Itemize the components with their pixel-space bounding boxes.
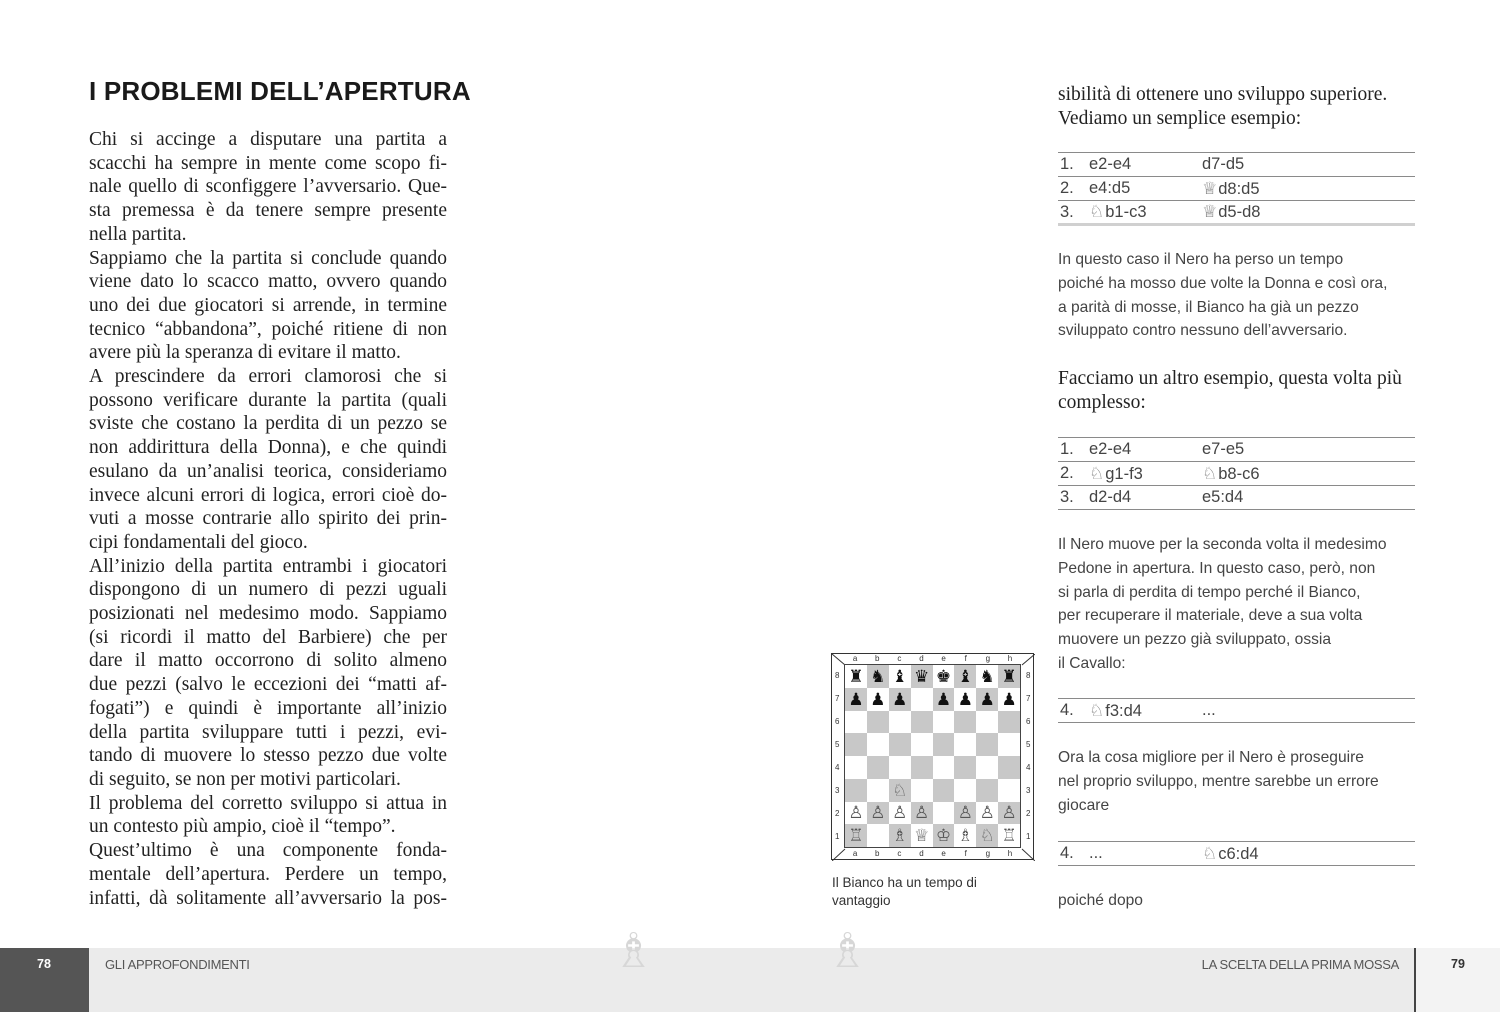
rank-label: 2 <box>835 809 840 818</box>
file-label: f <box>964 849 967 858</box>
diagram-caption <box>832 874 1012 910</box>
square-b2 <box>867 802 889 825</box>
paragraph-line: giocare <box>1058 796 1110 814</box>
move-notation: e4:d5 <box>1089 179 1131 197</box>
white-pawn-icon: ♙ <box>870 803 886 823</box>
move-notation: f3:d4 <box>1105 701 1142 720</box>
file-label: h <box>1007 654 1013 663</box>
white-bishop-icon: ♗ <box>957 826 973 846</box>
file-label: b <box>874 654 880 663</box>
paragraph-line: muovere un pezzo già sviluppato, ossia <box>1058 631 1332 649</box>
move-notation: d8:d5 <box>1218 179 1260 198</box>
white-pawn-icon: ♙ <box>979 803 995 823</box>
left-running-header: GLI APPROFONDIMENTI <box>105 957 250 972</box>
move-row <box>1058 462 1415 486</box>
rank-label: 6 <box>1026 717 1031 726</box>
black-pawn-icon: ♟ <box>957 689 973 709</box>
move-notation: b1-c3 <box>1105 203 1147 221</box>
square-h8 <box>998 665 1020 688</box>
square-e1 <box>933 824 955 847</box>
paragraph-line: a parità di mosse, il Bianco ha già un pezzo <box>1058 298 1359 316</box>
square-e6 <box>933 711 955 734</box>
move-notation: d5-d8 <box>1218 203 1261 221</box>
move-notation: e2-e4 <box>1089 440 1132 458</box>
white-pawn-icon: ♙ <box>913 803 930 823</box>
file-label: g <box>985 654 991 663</box>
body-text-line: (si ricordi il matto del Barbiere) che per <box>89 626 447 648</box>
square-b3 <box>867 779 889 802</box>
square-h6 <box>998 711 1020 734</box>
chess-diagram <box>831 653 1034 860</box>
square-f2 <box>954 802 976 825</box>
move-table-1-wrap <box>1058 152 1415 226</box>
fallen-chess-pieces-icon: ♗ <box>826 925 870 978</box>
black-move <box>1202 153 1415 177</box>
body-text-line: posizionati nel medesimo modo. Sappiamo <box>89 603 447 625</box>
comment-1 <box>1058 248 1415 343</box>
comment-3 <box>1058 746 1415 817</box>
square-d5 <box>911 733 933 756</box>
move-table-example-4 <box>1058 841 1415 866</box>
file-label: e <box>941 849 946 858</box>
move-notation: ... <box>1202 701 1216 719</box>
square-a4 <box>845 756 867 779</box>
square-c2 <box>889 802 911 825</box>
black-bishop-icon: ♝ <box>892 666 908 686</box>
move-number: 1. <box>1058 153 1089 177</box>
body-text-line: mentale dell’apertura. Perdere un tempo, <box>89 863 447 885</box>
paragraph-line: complesso: <box>1058 391 1146 413</box>
square-g2 <box>976 802 998 825</box>
rank-label: 1 <box>835 832 840 841</box>
square-g8 <box>976 665 998 688</box>
black-move <box>1202 177 1415 201</box>
square-f7 <box>954 688 976 711</box>
body-text-line: vuti a mosse contrarie allo spirito dei prin- <box>89 508 447 530</box>
body-text-line: di seguito, se non per motivi particolari. <box>89 768 401 790</box>
paragraph-line: sviluppato contro nessuno dell’avversario. <box>1058 322 1348 340</box>
black-move <box>1202 699 1415 723</box>
rank-label: 4 <box>1026 763 1031 772</box>
body-text-line: uno dei due giocatori si arrende, in termine <box>89 294 447 316</box>
file-label: c <box>897 849 902 858</box>
black-move <box>1202 486 1415 510</box>
move-notation: d2-d4 <box>1089 488 1132 506</box>
square-a8 <box>845 665 867 688</box>
black-move <box>1202 201 1415 225</box>
intro-text: sibilità di ottenere uno sviluppo superiore. Vediamo un semplice esempio: <box>1058 84 1388 129</box>
white-pawn-icon: ♙ <box>957 803 973 823</box>
black-pawn-icon: ♟ <box>935 689 952 709</box>
square-c6 <box>889 711 911 734</box>
black-queen-icon: ♛ <box>913 666 930 686</box>
rank-labels-right <box>1026 664 1030 848</box>
square-f8 <box>954 665 976 688</box>
move-notation: d7-d5 <box>1202 155 1245 173</box>
black-pawn-icon: ♟ <box>979 689 995 709</box>
black-move <box>1202 462 1415 486</box>
file-label: h <box>1007 849 1013 858</box>
square-h3 <box>998 779 1020 802</box>
rank-label: 5 <box>835 740 840 749</box>
square-g4 <box>976 756 998 779</box>
black-pawn-icon: ♟ <box>892 689 908 709</box>
square-a7 <box>845 688 867 711</box>
move-row <box>1058 153 1415 177</box>
black-pawn-icon: ♟ <box>848 689 864 709</box>
paragraph-line: nel proprio sviluppo, mentre sarebbe un errore <box>1058 772 1379 790</box>
body-text-line: invece alcuni errori di logica, errori cioè do- <box>89 484 447 506</box>
right-intro <box>1058 83 1415 130</box>
knight-icon: ♘ <box>1089 700 1105 720</box>
body-text-line: dispongono di un numero di pezzi uguali <box>89 579 447 601</box>
file-label: b <box>874 849 880 858</box>
white-pawn-icon: ♙ <box>892 803 908 823</box>
square-d8 <box>911 665 933 688</box>
square-g3 <box>976 779 998 802</box>
rank-label: 4 <box>835 763 840 772</box>
rank-label: 3 <box>835 786 840 795</box>
square-c8 <box>889 665 911 688</box>
paragraph-line: Ora la cosa migliore per il Nero è proseguire <box>1058 749 1364 766</box>
right-running-header: LA SCELTA DELLA PRIMA MOSSA <box>1201 957 1399 972</box>
body-text-line: esulano da un’analisi teorica, consideriamo <box>89 460 447 482</box>
move-notation: g1-f3 <box>1105 464 1143 483</box>
file-label: a <box>852 654 858 663</box>
chessboard <box>844 664 1021 848</box>
right-page-number-box <box>1416 948 1500 1012</box>
move-number: 2. <box>1058 462 1089 486</box>
body-text-line: nale quello di sconfiggere l’avversario. Que- <box>89 176 447 198</box>
paragraph-line: In questo caso il Nero ha perso un tempo <box>1058 251 1344 268</box>
square-g6 <box>976 711 998 734</box>
body-text-line: Sappiamo che la partita si conclude quando <box>89 247 447 269</box>
paragraph-line: il Cavallo: <box>1058 654 1126 672</box>
square-h2 <box>998 802 1020 825</box>
comment-2 <box>1058 533 1415 676</box>
square-b7 <box>867 688 889 711</box>
rank-label: 2 <box>1026 809 1031 818</box>
move-row <box>1058 177 1415 201</box>
file-labels-top <box>844 654 1021 663</box>
square-e5 <box>933 733 955 756</box>
white-move <box>1089 486 1202 510</box>
white-move <box>1089 842 1202 866</box>
move-number: 4. <box>1058 842 1089 866</box>
square-g7 <box>976 688 998 711</box>
paragraph-line: Il Nero muove per la seconda volta il medesimo <box>1058 536 1387 553</box>
rank-label: 8 <box>835 671 840 680</box>
paragraph-line: Pedone in apertura. In questo caso, però, non <box>1058 559 1376 577</box>
square-c5 <box>889 733 911 756</box>
body-text-line: dare il matto occorrono di solito almeno <box>89 650 447 672</box>
square-g5 <box>976 733 998 756</box>
square-d1 <box>911 824 933 847</box>
square-f6 <box>954 711 976 734</box>
move-row <box>1058 842 1415 866</box>
move-row <box>1058 438 1415 462</box>
white-rook-icon: ♖ <box>848 826 864 846</box>
left-page-body-text <box>89 128 447 910</box>
square-g1 <box>976 824 998 847</box>
black-rook-icon: ♜ <box>1001 666 1017 686</box>
body-text-line: non addirittura della Donna), e che quindi <box>89 437 447 459</box>
move-notation: b8-c6 <box>1218 464 1260 483</box>
square-f1 <box>954 824 976 847</box>
white-bishop-icon: ♗ <box>892 826 908 846</box>
body-text-line: infatti, dà solitamente all’avversario la pos- <box>89 887 447 909</box>
body-text-line: Quest’ultimo è una componente fonda- <box>89 840 447 862</box>
square-e7 <box>933 688 955 711</box>
body-text-line: A prescindere da errori clamorosi che si <box>89 366 447 388</box>
body-text-line: Chi si accinge a disputare una partita a <box>89 129 447 150</box>
rank-label: 7 <box>1026 694 1031 703</box>
file-labels-bottom <box>844 849 1021 858</box>
move-notation: ... <box>1089 844 1103 862</box>
body-text-line: sviste che costano la perdita di un pezzo se <box>89 413 447 435</box>
rank-label: 8 <box>1026 671 1031 680</box>
rank-label: 7 <box>835 694 840 703</box>
rank-label: 5 <box>1026 740 1031 749</box>
white-queen-icon: ♕ <box>913 826 930 846</box>
square-f3 <box>954 779 976 802</box>
white-move <box>1089 177 1202 201</box>
black-king-icon: ♚ <box>935 666 952 686</box>
square-d4 <box>911 756 933 779</box>
white-knight-icon: ♘ <box>892 780 908 800</box>
file-label: d <box>919 849 924 858</box>
right-page-number: 79 <box>1451 957 1465 971</box>
move-table-3-wrap <box>1058 698 1415 723</box>
footer-bar <box>0 948 1500 1012</box>
body-text-line: tando di muovere lo stesso pezzo due volte <box>89 745 447 767</box>
square-d3 <box>911 779 933 802</box>
queen-icon: ♕ <box>1202 202 1218 221</box>
body-text-line: All’inizio della partita entrambi i giocatori <box>89 555 447 577</box>
paragraph-line: si parla di perdita di tempo perché il Bianco, <box>1058 583 1361 601</box>
body-text-line: fogati”) e quindi è importante all’inizio <box>89 697 447 719</box>
rank-labels-left <box>835 664 839 848</box>
square-h4 <box>998 756 1020 779</box>
white-king-icon: ♔ <box>935 826 952 846</box>
square-f4 <box>954 756 976 779</box>
diagram-caption-text: Il Bianco ha un tempo di vantaggio <box>832 875 977 908</box>
body-text-line: un contesto più ampio, cioè il “tempo”. <box>89 816 396 838</box>
file-label: c <box>897 654 902 663</box>
file-label: e <box>941 654 946 663</box>
move-row <box>1058 201 1415 225</box>
body-text-line: cipi fondamentali del gioco. <box>89 531 308 553</box>
black-bishop-icon: ♝ <box>957 666 973 686</box>
move-notation: e2-e4 <box>1089 155 1132 173</box>
body-text-line: Il problema del corretto sviluppo si attua in <box>89 792 447 814</box>
square-c3 <box>889 779 911 802</box>
comment-4 <box>1058 889 1415 913</box>
square-b8 <box>867 665 889 688</box>
square-a6 <box>845 711 867 734</box>
left-page-number: 78 <box>37 957 51 971</box>
file-label: d <box>919 654 924 663</box>
white-move <box>1089 153 1202 177</box>
file-label: a <box>852 849 858 858</box>
body-text-line: due pezzi (salvo le eccezioni dei “matti af- <box>89 674 447 696</box>
move-table-example-3 <box>1058 698 1415 723</box>
square-f5 <box>954 733 976 756</box>
square-e3 <box>933 779 955 802</box>
square-b4 <box>867 756 889 779</box>
square-a3 <box>845 779 867 802</box>
paragraph-line: per recuperare il materiale, deve a sua volta <box>1058 607 1363 625</box>
square-c1 <box>889 824 911 847</box>
move-table-2-wrap <box>1058 437 1415 510</box>
black-pawn-icon: ♟ <box>870 689 886 709</box>
square-h1 <box>998 824 1020 847</box>
paragraph-line: Facciamo un altro esempio, questa volta più <box>1058 368 1402 389</box>
left-page-number-box <box>0 948 89 1012</box>
square-c7 <box>889 688 911 711</box>
intro-2 <box>1058 367 1415 414</box>
square-d2 <box>911 802 933 825</box>
square-e2 <box>933 802 955 825</box>
rank-label: 1 <box>1026 832 1031 841</box>
white-move <box>1089 438 1202 462</box>
white-rook-icon: ♖ <box>1001 826 1017 846</box>
body-text-line: nella partita. <box>89 223 187 245</box>
move-notation: e5:d4 <box>1202 488 1244 506</box>
square-b6 <box>867 711 889 734</box>
rank-label: 6 <box>835 717 840 726</box>
square-h5 <box>998 733 1020 756</box>
move-table-example-1 <box>1058 152 1415 226</box>
body-text-line: della partita sviluppare tutti i pezzi, evi- <box>89 721 447 743</box>
body-text-line: sta premessa è da tenere sempre presente <box>89 200 447 222</box>
body-text-line: possono verificare durante la partita (quali <box>89 389 447 411</box>
queen-icon: ♕ <box>1202 178 1218 198</box>
move-number: 1. <box>1058 438 1089 462</box>
rank-label: 3 <box>1026 786 1031 795</box>
square-e4 <box>933 756 955 779</box>
body-text-line: tecnico “abbandona”, poiché ritiene di non <box>89 318 447 340</box>
square-b1 <box>867 824 889 847</box>
move-notation: e7-e5 <box>1202 440 1245 458</box>
white-move <box>1089 201 1202 225</box>
white-pawn-icon: ♙ <box>1001 803 1017 823</box>
square-d6 <box>911 711 933 734</box>
move-number: 2. <box>1058 177 1089 201</box>
comment-4-text: poiché dopo <box>1058 892 1143 909</box>
move-row <box>1058 486 1415 510</box>
black-rook-icon: ♜ <box>848 666 864 686</box>
move-number: 3. <box>1058 486 1089 510</box>
move-table-4-wrap <box>1058 841 1415 866</box>
knight-icon: ♘ <box>1089 202 1105 221</box>
square-c4 <box>889 756 911 779</box>
black-move <box>1202 438 1415 462</box>
body-text-line: viene dato lo scacco matto, ovvero quando <box>89 271 447 293</box>
black-knight-icon: ♞ <box>870 666 886 686</box>
square-d7 <box>911 688 933 711</box>
knight-icon: ♘ <box>1202 843 1218 863</box>
fallen-chess-pieces-icon: ♗ <box>612 925 656 978</box>
move-number: 4. <box>1058 699 1089 723</box>
move-row <box>1058 699 1415 723</box>
knight-icon: ♘ <box>1089 463 1105 483</box>
white-pawn-icon: ♙ <box>848 803 864 823</box>
square-a2 <box>845 802 867 825</box>
black-knight-icon: ♞ <box>979 666 995 686</box>
body-text-line: scacchi ha sempre in mente come scopo fi- <box>89 152 447 174</box>
move-table-example-2 <box>1058 437 1415 510</box>
chapter-title: I PROBLEMI DELL’APERTURA <box>89 76 471 106</box>
square-b5 <box>867 733 889 756</box>
black-move <box>1202 842 1415 866</box>
white-move <box>1089 699 1202 723</box>
square-h7 <box>998 688 1020 711</box>
square-a5 <box>845 733 867 756</box>
file-label: f <box>964 654 967 663</box>
body-text-line: avere più la speranza di evitare il matto. <box>89 342 401 364</box>
square-a1 <box>845 824 867 847</box>
white-knight-icon: ♘ <box>979 826 995 846</box>
paragraph-line: poiché ha mosso due volte la Donna e così ora, <box>1058 274 1388 292</box>
move-notation: c6:d4 <box>1218 844 1259 863</box>
white-move <box>1089 462 1202 486</box>
black-pawn-icon: ♟ <box>1001 689 1017 709</box>
file-label: g <box>985 849 991 858</box>
knight-icon: ♘ <box>1202 463 1218 483</box>
move-number: 3. <box>1058 201 1089 225</box>
square-e8 <box>933 665 955 688</box>
